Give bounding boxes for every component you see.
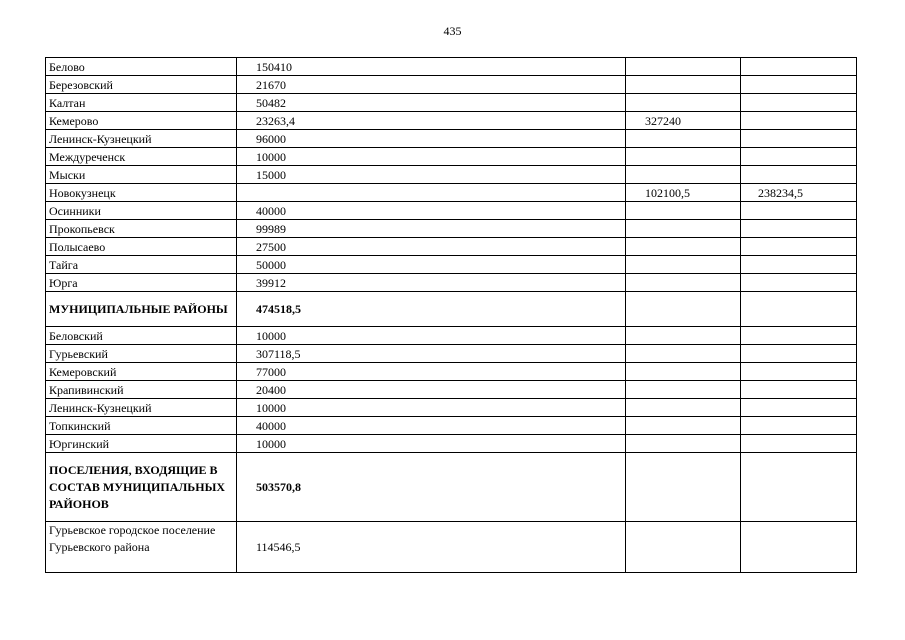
row-name: Крапивинский	[46, 381, 237, 399]
row-name: Осинники	[46, 202, 237, 220]
row-value-3	[741, 76, 857, 94]
row-value-1: 40000	[237, 417, 626, 435]
row-value-3	[741, 94, 857, 112]
row-value-3	[741, 148, 857, 166]
row-value-1: 15000	[237, 166, 626, 184]
table-row	[46, 58, 857, 76]
row-value-1: 20400	[237, 381, 626, 399]
row-name: Тайга	[46, 256, 237, 274]
row-value-3	[741, 363, 857, 381]
row-name: Кемеровский	[46, 363, 237, 381]
table-row	[46, 522, 857, 573]
page-number: 435	[443, 24, 462, 38]
row-name: Белово	[46, 58, 237, 76]
row-value-3	[741, 274, 857, 292]
table-row	[46, 76, 857, 94]
row-value-2	[626, 220, 741, 238]
table-row	[46, 435, 857, 453]
row-value-2	[626, 435, 741, 453]
row-name: Междуреченск	[46, 148, 237, 166]
row-value-2	[626, 94, 741, 112]
row-value-3	[741, 166, 857, 184]
table-row	[46, 220, 857, 238]
row-value-2	[626, 522, 741, 573]
row-name: Новокузнецк	[46, 184, 237, 202]
row-value-3	[741, 453, 857, 522]
section-header-row	[46, 292, 857, 327]
allocation-table	[45, 57, 857, 573]
row-value-1: 10000	[237, 148, 626, 166]
row-value-3	[741, 112, 857, 130]
row-name: Ленинск-Кузнецкий	[46, 399, 237, 417]
row-value-2	[626, 453, 741, 522]
row-value-1: 77000	[237, 363, 626, 381]
section-title: ПОСЕЛЕНИЯ, ВХОДЯЩИЕ В СОСТАВ МУНИЦИПАЛЬНЫХ РАЙОНОВ	[46, 453, 237, 522]
row-value-3	[741, 130, 857, 148]
row-value-2	[626, 399, 741, 417]
row-value-3	[741, 327, 857, 345]
table-row	[46, 256, 857, 274]
row-value-2: 327240	[626, 112, 741, 130]
row-value-2	[626, 345, 741, 363]
row-value-2	[626, 238, 741, 256]
row-value-2	[626, 76, 741, 94]
row-value-3	[741, 256, 857, 274]
row-value-3	[741, 381, 857, 399]
table-row	[46, 274, 857, 292]
table-row	[46, 184, 857, 202]
row-value-2	[626, 381, 741, 399]
row-value-3	[741, 202, 857, 220]
table-row	[46, 130, 857, 148]
row-value-3	[741, 292, 857, 327]
row-name: Топкинский	[46, 417, 237, 435]
row-value-2	[626, 417, 741, 435]
row-value-2	[626, 363, 741, 381]
row-name: Кемерово	[46, 112, 237, 130]
row-value-3	[741, 238, 857, 256]
table-row	[46, 363, 857, 381]
row-value-1: 96000	[237, 130, 626, 148]
row-name: Полысаево	[46, 238, 237, 256]
row-value-3	[741, 345, 857, 363]
row-value-1: 307118,5	[237, 345, 626, 363]
table-row	[46, 148, 857, 166]
row-value-2	[626, 202, 741, 220]
row-value-1: 27500	[237, 238, 626, 256]
row-value-3	[741, 435, 857, 453]
row-value-2	[626, 292, 741, 327]
table-row	[46, 166, 857, 184]
row-value-3	[741, 399, 857, 417]
row-value-3	[741, 522, 857, 573]
row-value-1: 40000	[237, 202, 626, 220]
table-row	[46, 327, 857, 345]
row-name: Калтан	[46, 94, 237, 112]
row-name: Юргинский	[46, 435, 237, 453]
section-header-row	[46, 453, 857, 522]
row-name: Прокопьевск	[46, 220, 237, 238]
row-value-1: 99989	[237, 220, 626, 238]
row-value-1: 50000	[237, 256, 626, 274]
table-row	[46, 399, 857, 417]
table-row	[46, 94, 857, 112]
row-value-1	[237, 184, 626, 202]
section-total: 474518,5	[237, 292, 626, 327]
row-value-3	[741, 58, 857, 76]
row-value-2	[626, 327, 741, 345]
table-row	[46, 345, 857, 363]
row-value-1: 114546,5	[237, 522, 626, 573]
row-value-2	[626, 148, 741, 166]
row-value-1: 23263,4	[237, 112, 626, 130]
table-row	[46, 381, 857, 399]
row-value-1: 50482	[237, 94, 626, 112]
section-total: 503570,8	[237, 453, 626, 522]
row-name: Гурьевский	[46, 345, 237, 363]
row-value-1: 150410	[237, 58, 626, 76]
row-value-2	[626, 166, 741, 184]
row-name: Юрга	[46, 274, 237, 292]
row-value-2	[626, 58, 741, 76]
row-value-2	[626, 130, 741, 148]
row-value-1: 10000	[237, 327, 626, 345]
row-name: Березовский	[46, 76, 237, 94]
row-value-1: 10000	[237, 399, 626, 417]
row-value-2	[626, 256, 741, 274]
row-value-3	[741, 417, 857, 435]
table-row	[46, 202, 857, 220]
table-row	[46, 417, 857, 435]
row-value-1: 39912	[237, 274, 626, 292]
row-value-3	[741, 220, 857, 238]
row-name: Беловский	[46, 327, 237, 345]
table-row	[46, 238, 857, 256]
row-value-2	[626, 274, 741, 292]
row-name: Гурьевское городское поселение Гурьевского района	[46, 522, 237, 573]
row-value-1: 10000	[237, 435, 626, 453]
section-title: МУНИЦИПАЛЬНЫЕ РАЙОНЫ	[46, 292, 237, 327]
row-value-3: 238234,5	[741, 184, 857, 202]
table-row	[46, 112, 857, 130]
row-value-2: 102100,5	[626, 184, 741, 202]
row-name: Мыски	[46, 166, 237, 184]
row-value-1: 21670	[237, 76, 626, 94]
row-name: Ленинск-Кузнецкий	[46, 130, 237, 148]
